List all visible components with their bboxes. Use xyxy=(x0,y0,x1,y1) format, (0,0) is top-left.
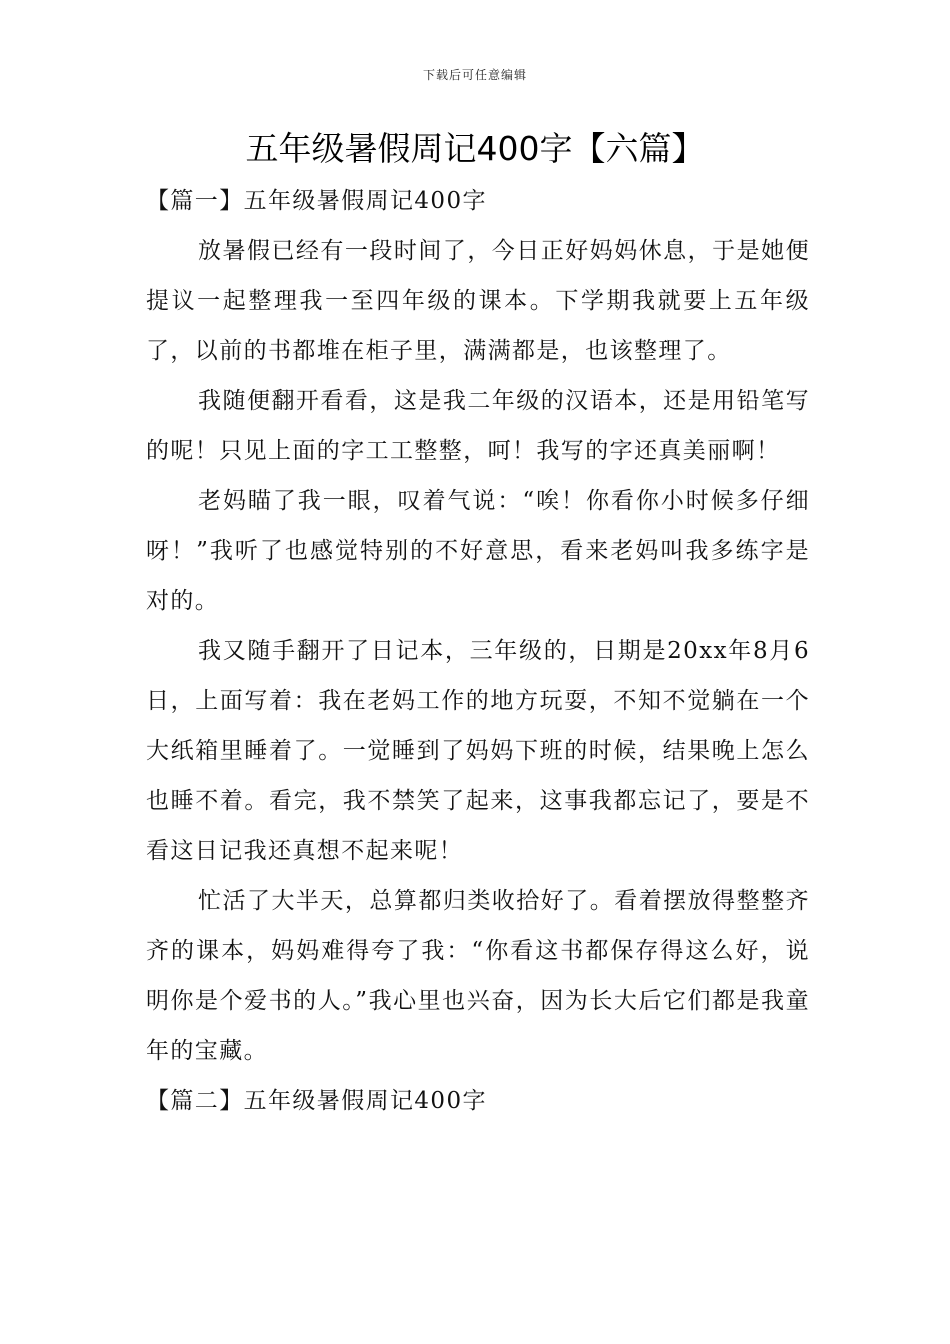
paragraph: 老妈瞄了我一眼，叹着气说：“唉！你看你小时候多仔细呀！”我听了也感觉特别的不好意思，看来老妈叫我多练字是对的。 xyxy=(146,488,810,614)
paragraph: 我随便翻开看看，这是我二年级的汉语本，还是用铅笔写的呢！只见上面的字工工整整，呵！我写的字还真美丽啊！ xyxy=(146,388,810,464)
paragraph: 忙活了大半天，总算都归类收拾好了。看着摆放得整整齐齐的课本，妈妈难得夸了我：“你看这书都保存得这么好，说明你是个爱书的人。”我心里也兴奋，因为长大后它们都是我童年的宝藏。 xyxy=(146,888,810,1064)
header-note: 下载后可任意编辑 xyxy=(422,68,527,82)
document-title: 五年级暑假周记400字【六篇】 xyxy=(245,129,705,168)
section-heading: 【篇二】五年级暑假周记400字 xyxy=(146,1088,487,1114)
section-heading: 【篇一】五年级暑假周记400字 xyxy=(146,188,487,214)
document-body xyxy=(146,176,810,1126)
paragraph: 放暑假已经有一段时间了，今日正好妈妈休息，于是她便提议一起整理我一至四年级的课本。下学期我就要上五年级了，以前的书都堆在柜子里，满满都是，也该整理了。 xyxy=(146,238,810,364)
paragraph: 我又随手翻开了日记本，三年级的，日期是20xx年8月6日，上面写着：我在老妈工作的地方玩耍，不知不觉躺在一个大纸箱里睡着了。一觉睡到了妈妈下班的时候，结果晚上怎么也睡不着。看完，我不禁笑了起来，这事我都忘记了，要是不看这日记我还真想不起来呢！ xyxy=(146,638,810,864)
